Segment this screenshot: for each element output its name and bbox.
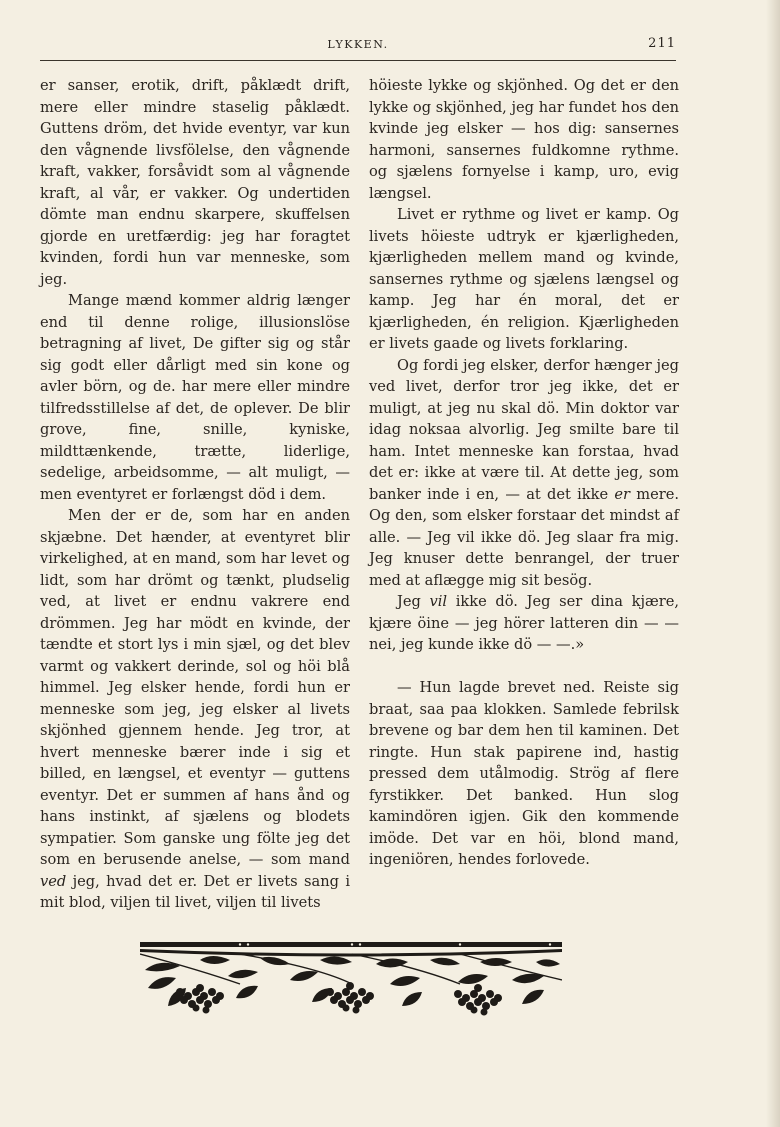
paragraph-text: jeg, hvad det er. Det er livets sang i mit blod, viljen til livet, viljen til livets [40, 872, 350, 911]
paragraph [369, 591, 679, 656]
paragraph: er sanser, erotik, drift, påklædt drift, mere eller mindre staselig påklædt. Guttens dröm, det hvide eventyr, var kun den vågnende livsfölelse, den vågnende kraft, vakker, forsåvidt som al vågnende kraft, al vår, er vakker. Og undertiden dömte man endnu skarpere, skuffelsen gjorde en uretfærdig: jeg har foragtet kvinden, fordi hun var menneske, som jeg. [40, 77, 350, 288]
page-number: 211 [648, 36, 676, 51]
header-rule [40, 60, 676, 61]
paragraph-text: Jeg [397, 593, 430, 610]
paragraph [40, 505, 350, 914]
emphasis: er [614, 485, 630, 503]
right-column [369, 75, 679, 871]
paragraph: höieste lykke og skjönhed. Og det er den lykke og skjönhed, jeg har fundet hos den kvinde jeg elsker — hos dig: sansernes harmoni, sansernes fuldkomne rythme. og sjælens fornyelse i kamp, uro, evig længsel. [369, 77, 679, 202]
elderberry-branch-ornament-icon [140, 940, 562, 1020]
page-header [40, 36, 676, 56]
page-edge-shadow [766, 0, 780, 1127]
running-title: LYKKEN. [327, 38, 389, 51]
emphasis: vil [429, 593, 448, 610]
left-column [40, 75, 350, 914]
paragraph: Livet er rythme og livet er kamp. Og livets höieste udtryk er kjærligheden, kjærligheden mellem mand og kvinde, sansernes rythme og sjælens længsel og kamp. Jeg har én moral, det er kjærligheden, én religion. Kjærligheden er livets gaade og livets forklaring. [369, 206, 679, 352]
paragraph-text: ikke dö. Jeg ser dina kjære, kjære öine — jeg hörer latteren din — — nei, jeg kunde ikke dö — —.» [369, 593, 679, 653]
paragraph: — Hun lagde brevet ned. Reiste sig braat, saa paa klokken. Samlede febrilsk brevene og bar dem hen til kaminen. Det ringte. Hun stak papirene ind, hastig pressed dem utålmodig. Strög af flere fyrstikker. Det banked. Hun slog kamindören igjen. Gik den kommende imöde. Det var en höi, blond mand, ingeniören, hendes forlovede. [369, 679, 679, 868]
emphasis: ved [40, 872, 67, 890]
paragraph [369, 355, 679, 592]
paragraph-text: Men der er de, som har en anden skjæbne. Det hænder, at eventyret blir virkelighed, at en mand, som har levet og lidt, som har drömt og tænkt, pludselig ved, at livet er endnu vakrere end drömmen. Jeg har mödt en kvinde, der tændte et stort lys i min sjæl, og det blev varmt og vakkert derinde, sol og höi blå himmel. Jeg elsker hende, fordi hun er menneske som jeg, jeg elsker al livets skjönhed gjennem hende. Jeg tror, at hvert menneske bærer inde i sig et billed, en længsel, et eventyr — guttens eventyr. Det er summen af hans ånd og hans instinkt, af sjælens og blodets sympatier. Som ganske ung fölte jeg det som en berusende anelse, — som mand [40, 507, 350, 868]
paragraph-text: mere. Og den, som elsker forstaar det mindst af alle. — Jeg vil ikke dö. Jeg slaar fra mig. Jeg knuser dette benrangel, der truer med at aflægge mig sit besög. [369, 485, 679, 589]
paragraph-text: Og fordi jeg elsker, derfor hænger jeg ved livet, derfor tror jeg ikke, det er muligt, at jeg nu skal dö. Min doktor var idag noksaa alvorlig. Jeg smilte bare til ham. Intet menneske kan forstaa, hvad det er: ikke at være til. At dette jeg, som banker inde i en, — at det ikke [369, 356, 679, 503]
paragraph: Mange mænd kommer aldrig længer end til denne rolige, illusionslöse betragning af livet, De gifter sig og står sig godt eller dårligt med sin kone og avler börn, og de. har mere eller mindre tilfredsstillelse af det, de oplever. De blir grove, fine, snille, kyniske, mildttænkende, trætte, liderlige, sedelige, arbeidsomme, — alt muligt, — men eventyret er forlængst död i dem. [40, 292, 350, 503]
